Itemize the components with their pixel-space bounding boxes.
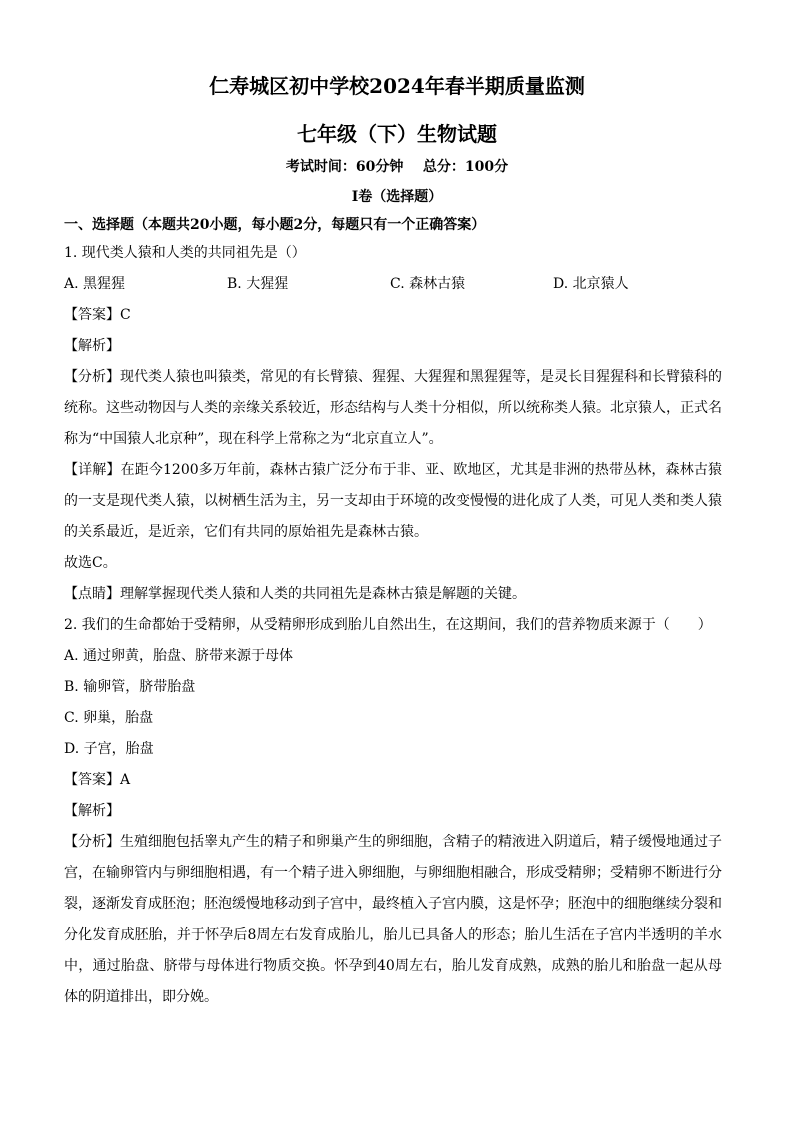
analysis-text: 生殖细胞包括睾丸产生的精子和卵巢产生的卵细胞，含精子的精液进入阴道后，精子缓慢地通过子宫，在输卵管内与卵细胞相遇，有一个精子进入卵细胞，与卵细胞相融合，形成受精卵；受精卵不断进行分裂，逐渐发育成胚泡；胚泡缓慢地移动到子宫中，最终植入子宫内膜，这是怀孕；胚泡中的细胞继续分裂和分化发育成胚胎，并于怀孕后8周左右发育成胎儿，胎儿已具备人的形态；胎儿生活在子宫内半透明的羊水中，通过胎盘、脐带与母体进行物质交换。怀孕到40周左右，胎儿发育成熟，成熟的胎儿和胎盘一起从母体的阴道排出，即分娩。 <box>64 834 722 1005</box>
analysis-text: 现代类人猿也叫猿类，常见的有长臂猿、猩猩、大猩猩和黑猩猩等，是灵长目猩猩科和长臂猿科的统称。这些动物因与人类的亲缘关系较近，形态结构与人类十分相似，所以统称类人猿。北京猿人，正式名称为“中国猿人北京种”，现在科学上常称之为“北京直立人”。 <box>64 369 722 447</box>
exam-info: 考试时间：60分钟 总分：100分 <box>285 159 509 175</box>
question-1-detail <box>64 455 722 548</box>
question-1-option-a: A. 黑猩猩 <box>64 276 126 292</box>
point-text: 理解掌握现代类人猿和人类的共同祖先是森林古猿是解题的关键。 <box>120 586 526 602</box>
question-1-option-d: D. 北京猿人 <box>553 276 629 292</box>
question-2-jiexi-label: 【解析】 <box>64 803 120 819</box>
question-2-analysis <box>64 827 722 1013</box>
volume-label: Ⅰ卷（选择题） <box>351 189 443 205</box>
detail-tag: 【详解】 <box>64 462 121 478</box>
question-2-option-d: D. 子宫，胎盘 <box>64 741 154 757</box>
question-1-answer: 【答案】C <box>64 307 131 323</box>
section-heading: 一、选择题（本题共20小题，每小题2分，每题只有一个正确答案） <box>64 217 486 233</box>
question-1-point <box>64 579 722 610</box>
question-1-jiexi-label: 【解析】 <box>64 338 120 354</box>
question-2-answer: 【答案】A <box>64 772 131 788</box>
question-1-options <box>64 269 722 300</box>
question-1-stem: 1. 现代类人猿和人类的共同祖先是（） <box>64 245 306 261</box>
question-2-option-b: B. 输卵管，脐带胎盘 <box>64 679 196 695</box>
question-2-option-c: C. 卵巢，胎盘 <box>64 710 154 726</box>
analysis-tag: 【分析】 <box>64 369 120 385</box>
exam-title: 仁寿城区初中学校2024年春半期质量监测 <box>209 74 585 98</box>
point-tag: 【点睛】 <box>64 586 120 602</box>
exam-subject-title: 七年级（下）生物试题 <box>297 122 497 146</box>
detail-text: 在距今1200多万年前，森林古猿广泛分布于非、亚、欧地区，尤其是非洲的热带丛林，森林古猿的一支是现代类人猿，以树栖生活为主，另一支却由于环境的改变慢慢的进化成了人类，可见人类和类人猿的关系最近，是近亲，它们有共同的原始祖先是森林古猿。 <box>64 462 722 540</box>
question-1-option-b: B. 大猩猩 <box>227 276 289 292</box>
question-1-option-c: C. 森林古猿 <box>390 276 466 292</box>
question-1-conclusion: 故选C。 <box>64 555 117 571</box>
question-2-option-a: A. 通过卵黄，胎盘、脐带来源于母体 <box>64 648 294 664</box>
analysis-tag: 【分析】 <box>64 834 120 850</box>
question-2-stem: 2. 我们的生命都始于受精卵，从受精卵形成到胎儿自然出生，在这期间，我们的营养物质来源于（ ） <box>64 617 712 633</box>
question-1-analysis <box>64 362 722 455</box>
